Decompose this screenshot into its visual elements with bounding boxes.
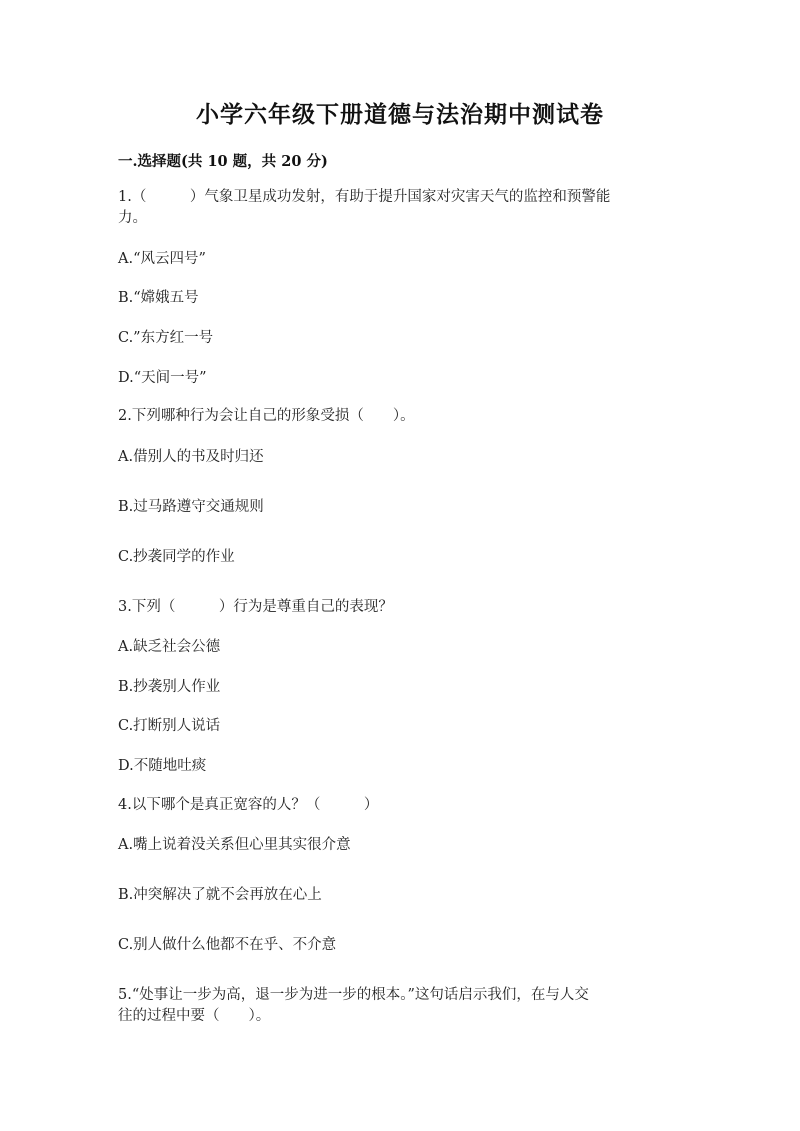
question-4-stem: 4.以下哪个是真正宽容的人？（ ） — [118, 797, 379, 813]
question-3-option-a: A.缺乏社会公德 — [118, 639, 221, 655]
question-5-stem-line-1: 5.“处事让一步为高，退一步为进一步的根本。”这句话启示我们，在与人交 — [118, 987, 589, 1003]
question-3-option-c: C.打断别人说话 — [118, 718, 221, 734]
question-1-option-b: B.“嫦娥五号 — [118, 290, 199, 306]
question-2-stem: 2.下列哪种行为会让自己的形象受损（ ）。 — [118, 408, 415, 424]
question-2-option-c: C.抄袭同学的作业 — [118, 549, 235, 565]
question-4-option-b: B.冲突解决了就不会再放在心上 — [118, 887, 322, 903]
question-1-option-d: D.“天间一号” — [118, 370, 207, 386]
question-1-stem-line-1: 1.（ ）气象卫星成功发射，有助于提升国家对灾害天气的监控和预警能 — [118, 189, 611, 205]
question-1-option-a: A.“风云四号” — [118, 251, 206, 267]
question-3-stem: 3.下列（ ）行为是尊重自己的表现？ — [118, 599, 393, 615]
question-2-option-a: A.借别人的书及时归还 — [118, 449, 264, 465]
question-1-option-c: C.”东方红一号 — [118, 330, 214, 346]
question-5-stem-line-2: 往的过程中要（ ）。 — [118, 1008, 271, 1024]
question-4-option-a: A.嘴上说着没关系但心里其实很介意 — [118, 837, 351, 853]
question-4-option-c: C.别人做什么他都不在乎、不介意 — [118, 937, 337, 953]
question-3-option-b: B.抄袭别人作业 — [118, 679, 221, 695]
question-3-option-d: D.不随地吐痰 — [118, 758, 207, 774]
section-heading: 一.选择题(共 10 题，共 20 分) — [118, 153, 328, 170]
question-2-option-b: B.过马路遵守交通规则 — [118, 499, 264, 515]
question-1-stem-line-2: 力。 — [118, 210, 147, 226]
page-title: 小学六年级下册道德与法治期中测试卷 — [196, 101, 604, 128]
